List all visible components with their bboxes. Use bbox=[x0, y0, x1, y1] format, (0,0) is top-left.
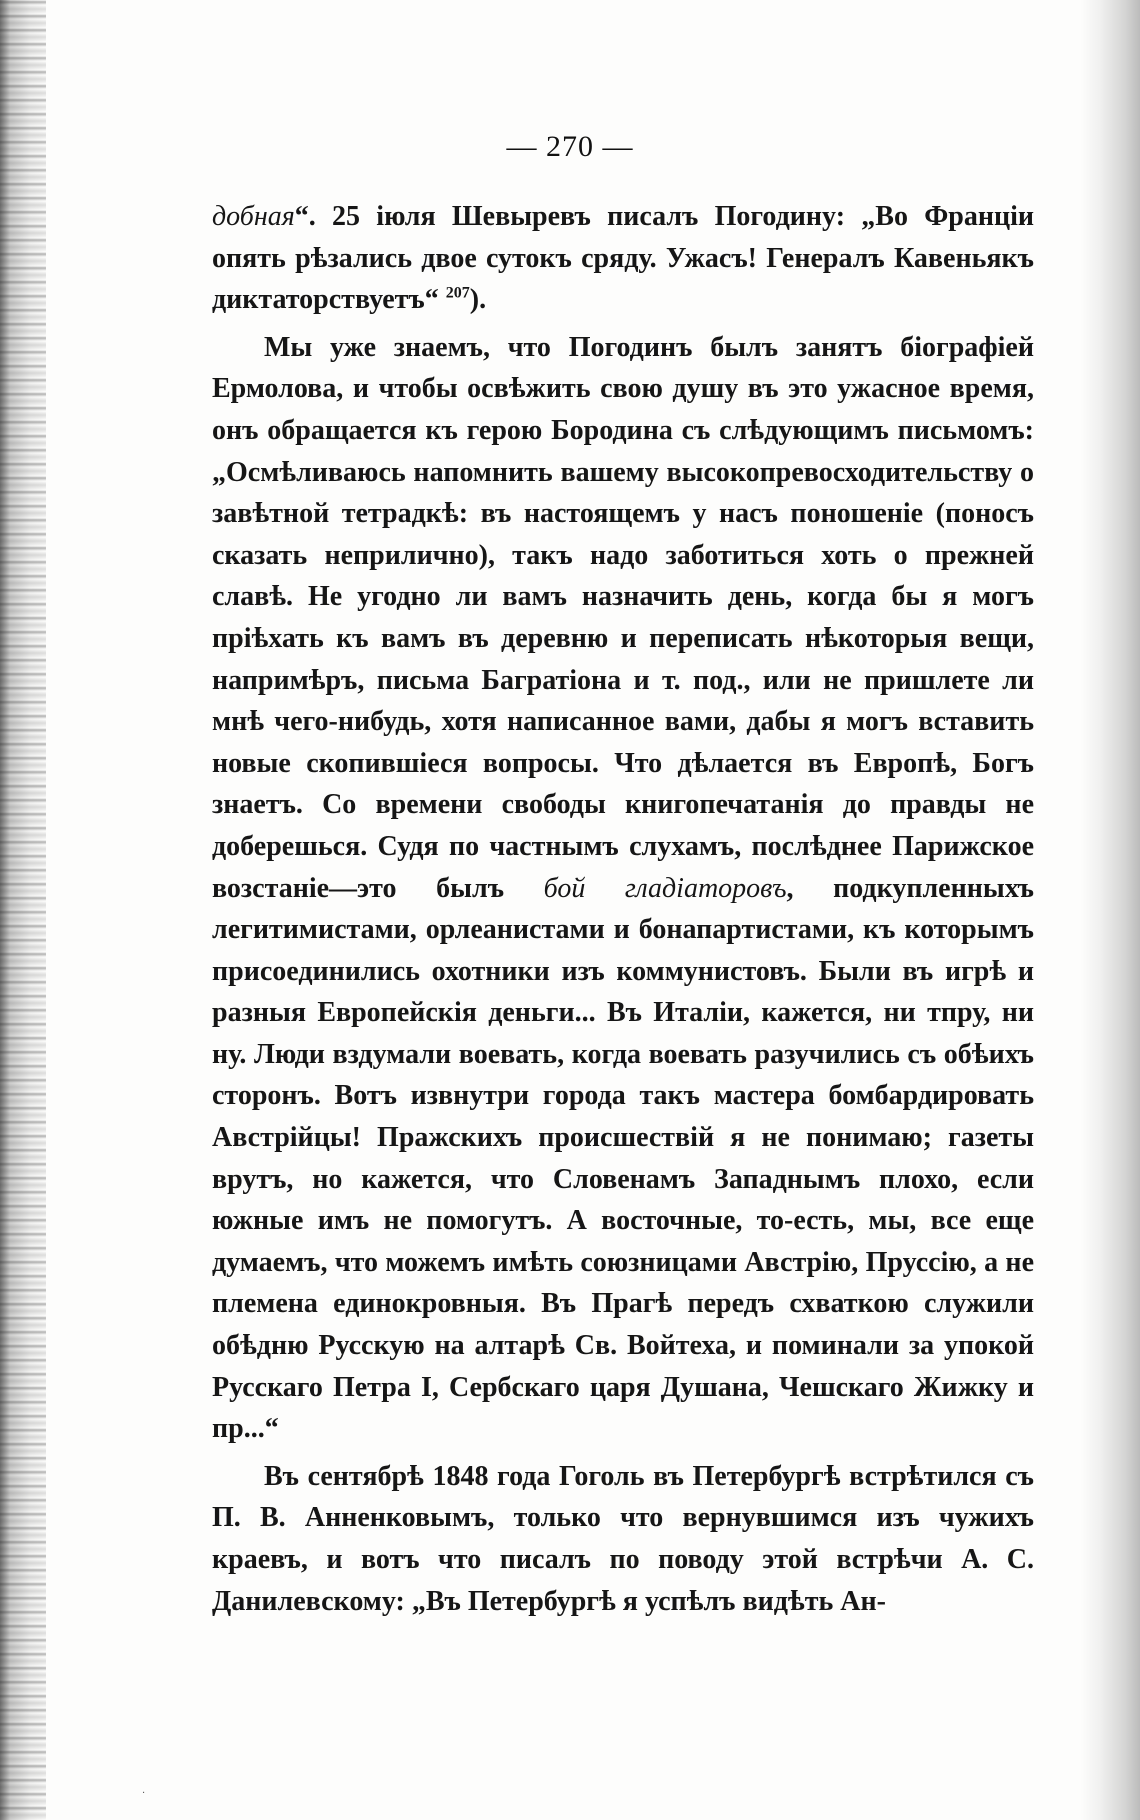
paragraph-text-cont: , подкупленныхъ легитимистами, орлеанистами и бонапартистами, къ которымъ присоединились охотники изъ коммунистовъ. Были въ игрѣ и разныя Европейскія деньги... Въ Италіи, кажется, ни тпру, ни ну. Люди вздумали воевать, когда воевать разучились съ обѣихъ сторонъ. Вотъ извнутри города такъ мастера бомбардировать Австрійцы! Пражскихъ происшествій я не понимаю; газеты врутъ, но кажется, что Словенамъ Западнымъ плохо, если южные имъ не помогутъ. А восточные, то-есть, мы, все еще думаемъ, что можемъ имѣть союзницами Австрію, Пруссію, а не племена единокровныя. Въ Прагѣ передъ схваткою служили обѣдню Русскую на алтарѣ Св. Войтеха, и поминали за упокой Русскаго Петра I, Сербскаго царя Душана, Чешскаго Жижку и пр...“ bbox=[212, 872, 1034, 1445]
paragraph-september bbox=[212, 1456, 1034, 1622]
italic-phrase: бой гладіаторовъ bbox=[543, 872, 787, 904]
paragraph-letter bbox=[212, 327, 1034, 1450]
italic-word: добная bbox=[212, 201, 295, 232]
right-edge-shadow bbox=[1080, 0, 1140, 1820]
binding-edge-shadow bbox=[0, 0, 46, 1820]
paragraph-text: Въ сентябрѣ 1848 года Гоголь въ Петербургѣ встрѣтился съ П. В. Анненковымъ, только что вернувшимся изъ чужихъ краевъ, и вотъ что писалъ по поводу этой встрѣчи А. С. Данилевскому: „Въ Петербургѣ я успѣлъ видѣть Ан- bbox=[212, 1460, 1034, 1617]
body-text bbox=[212, 196, 1034, 1622]
paragraph-text-end: ). bbox=[469, 284, 487, 316]
page-number: — 270 — bbox=[506, 130, 634, 163]
paragraph-text: Мы уже знаемъ, что Погодинъ былъ занятъ біографіей Ермолова, и чтобы освѣжить свою душу въ это ужасное время, онъ обращается къ герою Бородина съ слѣдующимъ письмомъ: „Осмѣливаюсь напомнить вашему высокопревосходительству о завѣтной тетрадкѣ: въ настоящемъ у насъ поношеніе (поносъ сказать неприлично), такъ надо заботиться хоть о прежней славѣ. Не угодно ли вамъ назначить день, когда бы я могъ пріѣхать къ вамъ въ деревню и переписать нѣкоторыя вещи, напримѣръ, письма Багратіона и т. под., или не пришлете ли мнѣ чего-нибудь, хотя написанное вами, дабы я могъ вставить новые скопившіеся вопросы. Что дѣлается въ Европѣ, Богъ знаетъ. Со времени свободы книгопечатанія до правды не доберешься. Судя по частнымъ слухамъ, послѣднее Парижское возстаніе—это былъ bbox=[212, 331, 1034, 904]
scan-speck: · bbox=[142, 1788, 146, 1799]
footnote-marker: 207 bbox=[445, 284, 470, 302]
paragraph-continuation bbox=[212, 196, 1034, 321]
paragraph-text: “. 25 іюля Шевыревъ писалъ Погодину: „Во Франціи опять рѣзались двое сутокъ сряду. Ужасъ! Генералъ Кавеньякъ диктаторствуетъ“ bbox=[212, 201, 1034, 316]
